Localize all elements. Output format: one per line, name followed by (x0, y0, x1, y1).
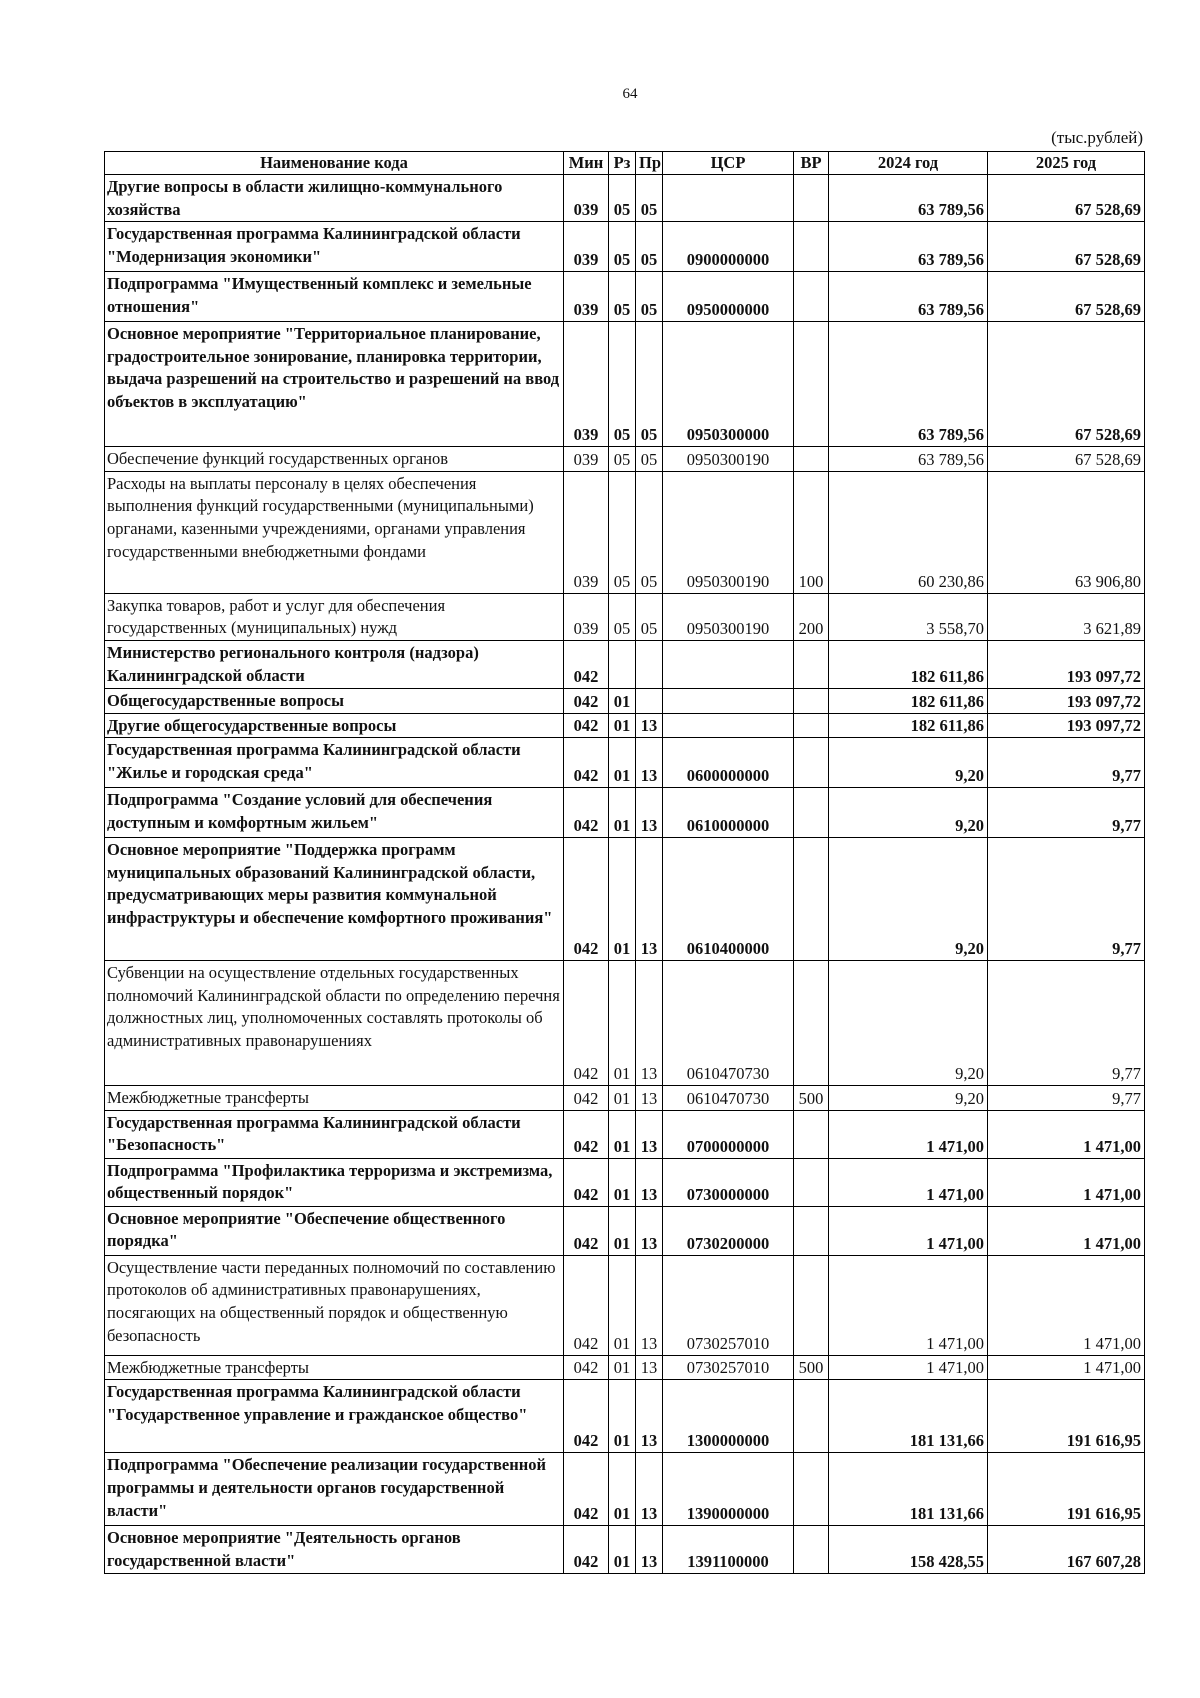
cell-rz: 05 (609, 175, 636, 222)
units-label: (тыс.рублей) (1051, 128, 1143, 147)
cell-pr: 05 (636, 471, 663, 593)
table-row (105, 688, 1145, 713)
cell-vr (794, 640, 829, 688)
cell-name: Основное мероприятие "Деятельность органов государственной власти" (105, 1526, 564, 1574)
cell-2024: 181 131,66 (829, 1453, 988, 1526)
cell-csr (663, 175, 794, 222)
cell-rz: 05 (609, 272, 636, 322)
cell-name: Расходы на выплаты персоналу в целях обеспечения выполнения функций государственными (муниципальными) органами, казенными учреждениями, органами управления государственными внебюджетными фондами (105, 471, 564, 593)
cell-2024: 1 471,00 (829, 1255, 988, 1355)
cell-2025: 67 528,69 (988, 175, 1145, 222)
cell-min: 042 (564, 1255, 609, 1355)
table-row (105, 222, 1145, 272)
cell-csr: 1390000000 (663, 1453, 794, 1526)
cell-min: 042 (564, 738, 609, 788)
header-csr: ЦСР (663, 152, 794, 175)
cell-pr: 13 (636, 1158, 663, 1206)
cell-csr: 0700000000 (663, 1110, 794, 1158)
cell-rz: 01 (609, 838, 636, 961)
cell-vr (794, 272, 829, 322)
cell-csr: 0950300000 (663, 322, 794, 447)
table-row (105, 640, 1145, 688)
table-row (105, 1086, 1145, 1111)
cell-csr: 0730200000 (663, 1206, 794, 1255)
cell-2025: 193 097,72 (988, 640, 1145, 688)
cell-2025: 9,77 (988, 788, 1145, 838)
cell-csr: 0730257010 (663, 1255, 794, 1355)
cell-2024: 1 471,00 (829, 1110, 988, 1158)
cell-pr: 13 (636, 1255, 663, 1355)
cell-2024: 9,20 (829, 788, 988, 838)
cell-vr (794, 1255, 829, 1355)
cell-pr: 13 (636, 738, 663, 788)
cell-vr (794, 447, 829, 472)
cell-rz: 01 (609, 1158, 636, 1206)
cell-pr: 13 (636, 1526, 663, 1574)
cell-rz: 01 (609, 1086, 636, 1111)
cell-vr: 100 (794, 471, 829, 593)
cell-min: 042 (564, 1526, 609, 1574)
cell-rz: 05 (609, 322, 636, 447)
cell-rz: 01 (609, 1526, 636, 1574)
cell-2024: 1 471,00 (829, 1158, 988, 1206)
table-row (105, 322, 1145, 447)
cell-name: Государственная программа Калининградской области "Жилье и городская среда" (105, 738, 564, 788)
cell-vr (794, 1110, 829, 1158)
cell-csr: 1300000000 (663, 1380, 794, 1453)
budget-table (104, 151, 1145, 1574)
cell-rz: 01 (609, 1355, 636, 1380)
cell-2024: 182 611,86 (829, 713, 988, 738)
cell-name: Закупка товаров, работ и услуг для обеспечения государственных (муниципальных) нужд (105, 593, 564, 640)
cell-2025: 9,77 (988, 961, 1145, 1086)
cell-vr (794, 1380, 829, 1453)
cell-2024: 63 789,56 (829, 447, 988, 472)
cell-pr: 13 (636, 1110, 663, 1158)
cell-name: Другие вопросы в области жилищно-коммунального хозяйства (105, 175, 564, 222)
cell-vr (794, 961, 829, 1086)
cell-min: 042 (564, 1355, 609, 1380)
cell-rz: 05 (609, 447, 636, 472)
cell-2025: 1 471,00 (988, 1110, 1145, 1158)
table-header-row (105, 152, 1145, 175)
cell-vr (794, 838, 829, 961)
cell-csr: 0950000000 (663, 272, 794, 322)
cell-name: Межбюджетные трансферты (105, 1086, 564, 1111)
cell-2024: 1 471,00 (829, 1355, 988, 1380)
cell-rz: 01 (609, 961, 636, 1086)
cell-name: Субвенции на осуществление отдельных государственных полномочий Калининградской области по определению перечня должностных лиц, уполномоченных составлять протоколы об административных правонарушениях (105, 961, 564, 1086)
cell-min: 042 (564, 1206, 609, 1255)
cell-2024: 181 131,66 (829, 1380, 988, 1453)
table-row (105, 738, 1145, 788)
header-rz: Рз (609, 152, 636, 175)
cell-min: 042 (564, 1110, 609, 1158)
cell-min: 042 (564, 838, 609, 961)
cell-min: 039 (564, 471, 609, 593)
cell-rz: 01 (609, 1255, 636, 1355)
header-vr: ВР (794, 152, 829, 175)
cell-2024: 9,20 (829, 738, 988, 788)
cell-vr (794, 175, 829, 222)
cell-csr: 0610470730 (663, 1086, 794, 1111)
cell-min: 042 (564, 1086, 609, 1111)
table-body (105, 175, 1145, 1574)
cell-vr (794, 222, 829, 272)
cell-min: 042 (564, 788, 609, 838)
cell-min: 042 (564, 1453, 609, 1526)
cell-csr: 0730257010 (663, 1355, 794, 1380)
cell-name: Обеспечение функций государственных органов (105, 447, 564, 472)
cell-vr (794, 688, 829, 713)
header-pr: Пр (636, 152, 663, 175)
cell-csr: 0950300190 (663, 447, 794, 472)
cell-csr (663, 713, 794, 738)
cell-2025: 67 528,69 (988, 322, 1145, 447)
cell-vr (794, 322, 829, 447)
header-name: Наименование кода (105, 152, 564, 175)
cell-pr: 05 (636, 593, 663, 640)
cell-2025: 3 621,89 (988, 593, 1145, 640)
cell-2024: 9,20 (829, 961, 988, 1086)
cell-name: Подпрограмма "Имущественный комплекс и земельные отношения" (105, 272, 564, 322)
cell-csr: 0730000000 (663, 1158, 794, 1206)
cell-2024: 63 789,56 (829, 322, 988, 447)
cell-name: Подпрограмма "Обеспечение реализации государственной программы и деятельности органов государственной власти" (105, 1453, 564, 1526)
cell-vr (794, 788, 829, 838)
cell-name: Общегосударственные вопросы (105, 688, 564, 713)
cell-min: 039 (564, 593, 609, 640)
cell-name: Государственная программа Калининградской области "Модернизация экономики" (105, 222, 564, 272)
cell-name: Основное мероприятие "Территориальное планирование, градостроительное зонирование, планировка территории, выдача разрешений на строительство и разрешений на ввод объектов в эксплуатацию" (105, 322, 564, 447)
cell-2025: 63 906,80 (988, 471, 1145, 593)
cell-2025: 9,77 (988, 838, 1145, 961)
cell-csr (663, 640, 794, 688)
cell-2025: 193 097,72 (988, 713, 1145, 738)
cell-csr: 0950300190 (663, 593, 794, 640)
table-row (105, 1355, 1145, 1380)
header-min: Мин (564, 152, 609, 175)
cell-min: 042 (564, 1380, 609, 1453)
cell-min: 039 (564, 272, 609, 322)
cell-rz: 05 (609, 593, 636, 640)
cell-pr: 13 (636, 838, 663, 961)
cell-pr: 13 (636, 713, 663, 738)
cell-name: Министерство регионального контроля (надзора) Калининградской области (105, 640, 564, 688)
cell-vr (794, 1526, 829, 1574)
cell-name: Осуществление части переданных полномочий по составлению протоколов об административных правонарушениях, посягающих на общественный порядок и общественную безопасность (105, 1255, 564, 1355)
table-row (105, 1453, 1145, 1526)
cell-rz: 05 (609, 471, 636, 593)
table-row (105, 593, 1145, 640)
cell-vr (794, 1206, 829, 1255)
cell-rz (609, 640, 636, 688)
cell-2025: 191 616,95 (988, 1453, 1145, 1526)
cell-name: Межбюджетные трансферты (105, 1355, 564, 1380)
cell-2024: 182 611,86 (829, 688, 988, 713)
cell-pr (636, 640, 663, 688)
cell-pr: 05 (636, 222, 663, 272)
cell-2024: 9,20 (829, 838, 988, 961)
cell-vr (794, 1158, 829, 1206)
cell-2025: 193 097,72 (988, 688, 1145, 713)
table-row (105, 1380, 1145, 1453)
cell-2025: 67 528,69 (988, 222, 1145, 272)
cell-pr: 05 (636, 447, 663, 472)
cell-rz: 01 (609, 738, 636, 788)
cell-pr: 13 (636, 788, 663, 838)
table-row (105, 447, 1145, 472)
cell-rz: 01 (609, 1206, 636, 1255)
cell-pr: 13 (636, 1380, 663, 1453)
table-row (105, 961, 1145, 1086)
cell-vr: 500 (794, 1086, 829, 1111)
cell-2025: 191 616,95 (988, 1380, 1145, 1453)
table-row (105, 272, 1145, 322)
cell-2024: 63 789,56 (829, 272, 988, 322)
cell-2025: 9,77 (988, 738, 1145, 788)
cell-rz: 01 (609, 713, 636, 738)
cell-csr: 0610400000 (663, 838, 794, 961)
cell-2025: 1 471,00 (988, 1255, 1145, 1355)
cell-rz: 01 (609, 788, 636, 838)
page-number: 64 (622, 86, 638, 102)
cell-vr (794, 738, 829, 788)
table-row (105, 1526, 1145, 1574)
cell-2024: 1 471,00 (829, 1206, 988, 1255)
cell-pr: 13 (636, 1086, 663, 1111)
cell-min: 042 (564, 961, 609, 1086)
cell-rz: 01 (609, 1110, 636, 1158)
table-row (105, 838, 1145, 961)
table-row (105, 1158, 1145, 1206)
cell-min: 042 (564, 688, 609, 713)
cell-2024: 158 428,55 (829, 1526, 988, 1574)
cell-2025: 67 528,69 (988, 272, 1145, 322)
cell-2025: 67 528,69 (988, 447, 1145, 472)
table-row (105, 1255, 1145, 1355)
cell-pr: 13 (636, 1453, 663, 1526)
cell-min: 039 (564, 447, 609, 472)
cell-vr (794, 1453, 829, 1526)
header-2024: 2024 год (829, 152, 988, 175)
cell-name: Государственная программа Калининградской области "Государственное управление и гражданское общество" (105, 1380, 564, 1453)
table-row (105, 471, 1145, 593)
table-row (105, 1206, 1145, 1255)
cell-csr: 0610470730 (663, 961, 794, 1086)
cell-name: Государственная программа Калининградской области "Безопасность" (105, 1110, 564, 1158)
cell-rz: 01 (609, 688, 636, 713)
cell-rz: 01 (609, 1453, 636, 1526)
cell-min: 042 (564, 640, 609, 688)
cell-min: 042 (564, 713, 609, 738)
table-row (105, 175, 1145, 222)
cell-name: Подпрограмма "Профилактика терроризма и экстремизма, общественный порядок" (105, 1158, 564, 1206)
cell-rz: 05 (609, 222, 636, 272)
cell-csr: 0600000000 (663, 738, 794, 788)
cell-rz: 01 (609, 1380, 636, 1453)
cell-pr: 13 (636, 961, 663, 1086)
cell-2025: 9,77 (988, 1086, 1145, 1111)
table-row (105, 713, 1145, 738)
cell-name: Основное мероприятие "Обеспечение общественного порядка" (105, 1206, 564, 1255)
cell-min: 039 (564, 222, 609, 272)
cell-2024: 9,20 (829, 1086, 988, 1111)
cell-min: 042 (564, 1158, 609, 1206)
cell-pr: 13 (636, 1355, 663, 1380)
cell-2025: 1 471,00 (988, 1158, 1145, 1206)
cell-2024: 60 230,86 (829, 471, 988, 593)
cell-csr: 0950300190 (663, 471, 794, 593)
cell-min: 039 (564, 322, 609, 447)
header-2025: 2025 год (988, 152, 1145, 175)
cell-2025: 1 471,00 (988, 1355, 1145, 1380)
cell-csr: 0900000000 (663, 222, 794, 272)
cell-2024: 63 789,56 (829, 222, 988, 272)
cell-name: Подпрограмма "Создание условий для обеспечения доступным и комфортным жильем" (105, 788, 564, 838)
cell-pr (636, 688, 663, 713)
cell-pr: 05 (636, 322, 663, 447)
cell-vr: 500 (794, 1355, 829, 1380)
cell-2024: 63 789,56 (829, 175, 988, 222)
cell-pr: 13 (636, 1206, 663, 1255)
cell-csr: 1391100000 (663, 1526, 794, 1574)
cell-pr: 05 (636, 175, 663, 222)
cell-name: Основное мероприятие "Поддержка программ муниципальных образований Калининградской области, предусматривающих меры развития коммунальной инфраструктуры и обеспечение комфортного проживания" (105, 838, 564, 961)
table-row (105, 788, 1145, 838)
cell-2024: 182 611,86 (829, 640, 988, 688)
cell-vr: 200 (794, 593, 829, 640)
cell-pr: 05 (636, 272, 663, 322)
table-row (105, 1110, 1145, 1158)
cell-2024: 3 558,70 (829, 593, 988, 640)
cell-name: Другие общегосударственные вопросы (105, 713, 564, 738)
cell-csr: 0610000000 (663, 788, 794, 838)
cell-2025: 1 471,00 (988, 1206, 1145, 1255)
cell-2025: 167 607,28 (988, 1526, 1145, 1574)
cell-min: 039 (564, 175, 609, 222)
cell-csr (663, 688, 794, 713)
cell-vr (794, 713, 829, 738)
